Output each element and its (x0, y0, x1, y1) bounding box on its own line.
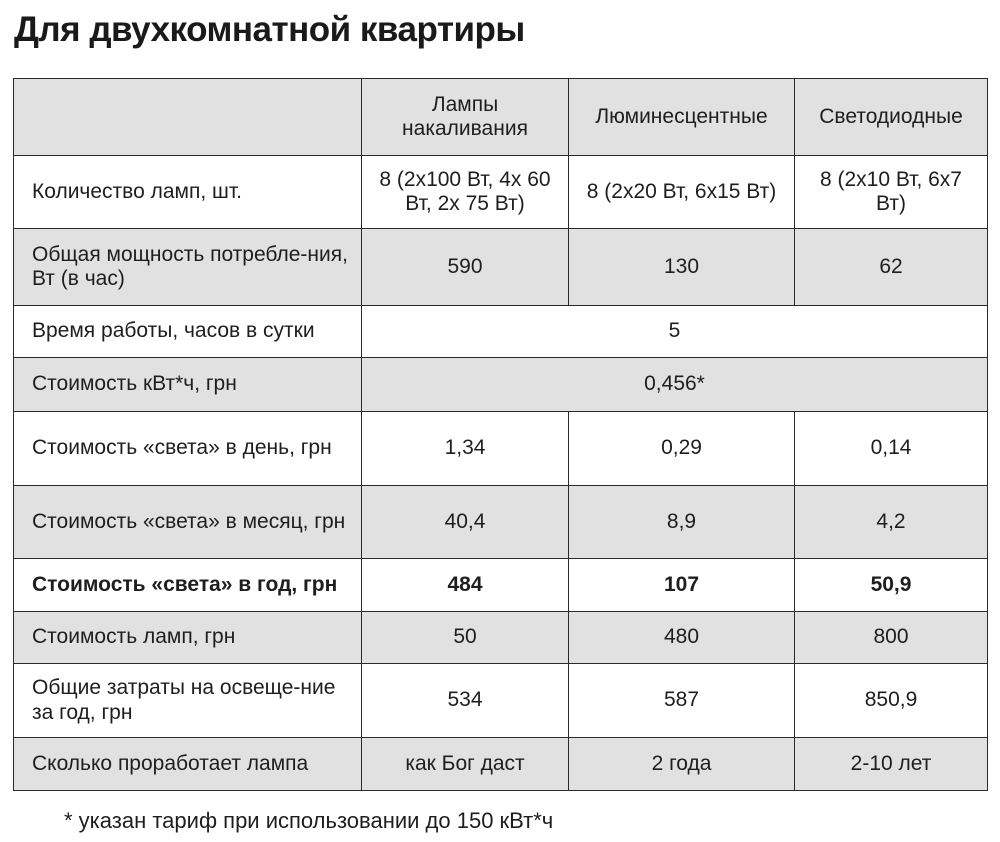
table-row (14, 229, 988, 306)
merged-cell: 0,456* (362, 358, 988, 412)
cell-led: 0,14 (795, 412, 988, 486)
merged-cell: 5 (362, 306, 988, 358)
table-row (14, 156, 988, 229)
cell-fluorescent: 2 года (569, 738, 795, 791)
table-row (14, 738, 988, 791)
table-row (14, 412, 988, 486)
row-label: Стоимость «света» в месяц, грн (14, 486, 362, 559)
cell-incandescent: 590 (362, 229, 569, 306)
cell-fluorescent: 8,9 (569, 486, 795, 559)
row-label: Время работы, часов в сутки (14, 306, 362, 358)
cell-led: 800 (795, 612, 988, 664)
header-cell-fluorescent: Люминесцентные (569, 79, 795, 156)
footnote: * указан тариф при использовании до 150 кВт*ч (64, 808, 554, 833)
table-row (14, 612, 988, 664)
row-label: Количество ламп, шт. (14, 156, 362, 229)
header-cell-empty (14, 79, 362, 156)
comparison-table (13, 78, 988, 791)
cell-incandescent: 40,4 (362, 486, 569, 559)
row-label: Стоимость ламп, грн (14, 612, 362, 664)
table-row (14, 559, 988, 612)
cell-fluorescent: 587 (569, 664, 795, 738)
cell-fluorescent: 480 (569, 612, 795, 664)
cell-led: 50,9 (795, 559, 988, 612)
row-label: Стоимость «света» в год, грн (14, 559, 362, 612)
row-label: Стоимость кВт*ч, грн (14, 358, 362, 412)
row-label: Стоимость «света» в день, грн (14, 412, 362, 486)
cell-led: 2-10 лет (795, 738, 988, 791)
cell-incandescent: 8 (2x100 Вт, 4x 60 Вт, 2x 75 Вт) (362, 156, 569, 229)
cell-fluorescent: 130 (569, 229, 795, 306)
cell-led: 8 (2x10 Вт, 6x7 Вт) (795, 156, 988, 229)
header-row (14, 79, 988, 156)
row-label: Сколько проработает лампа (14, 738, 362, 791)
table-row (14, 664, 988, 738)
cell-incandescent: 534 (362, 664, 569, 738)
cell-fluorescent: 107 (569, 559, 795, 612)
table-row (14, 306, 988, 358)
row-label: Общая мощность потребле-ния, Вт (в час) (14, 229, 362, 306)
cell-led: 850,9 (795, 664, 988, 738)
row-label: Общие затраты на освеще-ние за год, грн (14, 664, 362, 738)
cell-incandescent: 484 (362, 559, 569, 612)
cell-led: 4,2 (795, 486, 988, 559)
cell-led: 62 (795, 229, 988, 306)
cell-incandescent: 1,34 (362, 412, 569, 486)
cell-fluorescent: 0,29 (569, 412, 795, 486)
page-title: Для двухкомнатной квартиры (14, 10, 525, 49)
cell-incandescent: 50 (362, 612, 569, 664)
header-cell-led: Светодиодные (795, 79, 988, 156)
cell-incandescent: как Бог даст (362, 738, 569, 791)
table-row (14, 486, 988, 559)
header-cell-incandescent: Лампы накаливания (362, 79, 569, 156)
table-row (14, 358, 988, 412)
cell-fluorescent: 8 (2x20 Вт, 6x15 Вт) (569, 156, 795, 229)
